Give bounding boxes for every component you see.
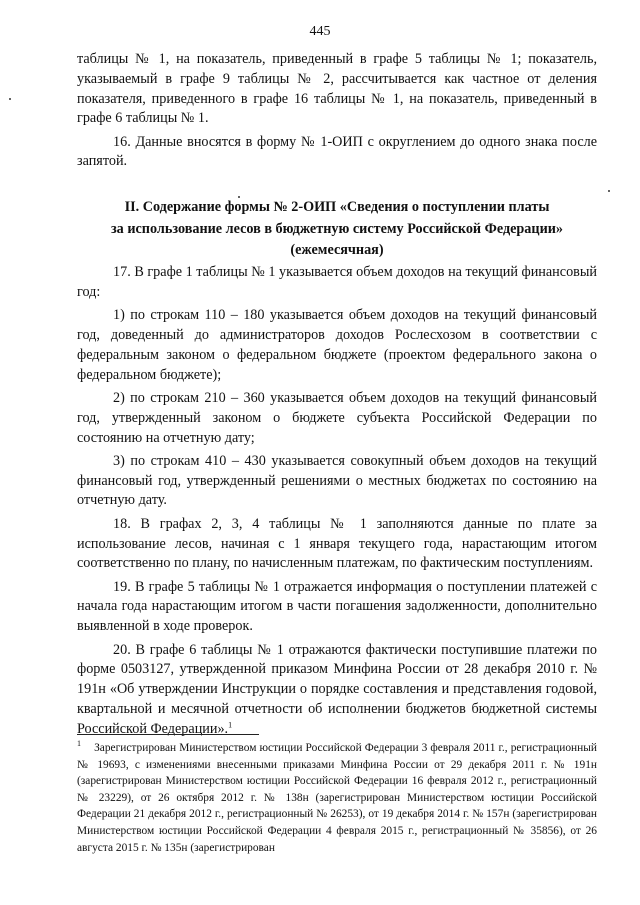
section-heading-line-3: (ежемесячная)	[290, 242, 384, 259]
footnote-reference: 1	[228, 719, 233, 729]
paragraph-18: 18. В графах 2, 3, 4 таблицы № 1 заполняются данные по плате за использование лесов, начиная с 1 января текущего года, нарастающим итогом соответственно по плану, по начисленным платежам, по фактическим поступлениям.	[77, 515, 597, 572]
paragraph-16: 16. Данные вносятся в форму № 1-ОИП с округлением до одного знака после запятой.	[77, 133, 597, 170]
page-number: 445	[309, 24, 331, 39]
section-gap	[77, 176, 597, 198]
section-heading-line-1: II. Содержание формы № 2-ОИП «Сведения о поступлении платы	[124, 198, 550, 215]
scan-speck	[9, 98, 11, 100]
scan-speck	[238, 196, 240, 198]
paragraph-20-text: 20. В графе 6 таблицы № 1 отражаются фактически поступившие платежи по форме 0503127, утвержденной приказом Минфина России от 28 декабря 2010 г. № 191н «Об утверждении Инструкции о порядке составления и представления годовой, квартальной и месячной отчетности об исполнении бюджетов бюджетной системы Российской Федерации».	[77, 641, 597, 737]
paragraph-17: 17. В графе 1 таблицы № 1 указывается объем доходов на текущий финансовый год:	[77, 264, 597, 300]
footnote-text: Зарегистрирован Министерством юстиции Российской Федерации 3 февраля 2011 г., регистрационный № 19693, с изменениями внесенными приказами Минфина России от 29 декабря 2011 г. № 191н (зарегистрирован Министерством юстиции Российской Федерации 16 февраля 2012 г., регистрационный № 23229), от 26 октября 2012 г. № 138н (зарегистрирован Министерством юстиции Российской Федерации 21 декабря 2012 г., регистрационный № 26253), от 19 декабря 2014 г. № 157н (зарегистрирован Министерством юстиции Российской Федерации 4 февраля 2015 г., регистрационный № 35856), от 26 августа 2015 г. № 135н (зарегистрирован	[77, 742, 597, 854]
main-text	[77, 50, 597, 743]
paragraph-17-item-3: 3) по строкам 410 – 430 указывается совокупный объем доходов на текущий финансовый год, утвержденный решениями о местных бюджетах по состоянию на отчетную дату.	[77, 452, 597, 509]
section-heading	[77, 198, 597, 261]
paragraph-19: 19. В графе 5 таблицы № 1 отражается информация о поступлении платежей с начала года нарастающим итогом в части погашения задолженности, дополнительно выявленной в ходе проверок.	[77, 578, 597, 635]
scan-speck	[608, 190, 610, 192]
paragraph-17-item-2: 2) по строкам 210 – 360 указывается объем доходов на текущий финансовый год, утвержденный законом о бюджете субъекта Российской Федерации по состоянию на отчетную дату;	[77, 389, 597, 446]
section-heading-line-2: за использование лесов в бюджетную систему Российской Федерации»	[110, 220, 564, 237]
footnote-block: 1 Зарегистрирован Министерством юстиции Российской Федерации 3 февраля 2011 г., регистрационный № 19693, с изменениями внесенными приказами Минфина России от 29 декабря 2011 г. № 191н (зарегистрирован Министерством юстиции Российской Федерации 16 февраля 2012 г., регистрационный № 23229), от 26 октября 2012 г. № 138н (зарегистрирован Министерством юстиции Российской Федерации 21 декабря 2012 г., регистрационный № 26253), от 19 декабря 2014 г. № 157н (зарегистрирован Министерством юстиции Российской Федерации 4 февраля 2015 г., регистрационный № 35856), от 26 августа 2015 г. № 135н (зарегистрирован	[77, 739, 597, 854]
paragraph-17-item-1: 1) по строкам 110 – 180 указывается объем доходов на текущий финансовый год, доведенный до администраторов доходов Рослесхозом в соответствии с федеральным законом о федеральном бюджете (проектом федерального закона о федеральном бюджете);	[77, 307, 597, 383]
paragraph-20	[77, 641, 597, 740]
paragraph-continuation: таблицы № 1, на показатель, приведенный в графе 5 таблицы № 1; показатель, указываемый в графе 9 таблицы № 2, рассчитывается как частное от деления показателя, приведенного в графе 16 таблицы № 1, на показатель, приведенный в графе 6 таблицы № 1.	[77, 51, 597, 127]
footnote-divider	[77, 734, 259, 735]
